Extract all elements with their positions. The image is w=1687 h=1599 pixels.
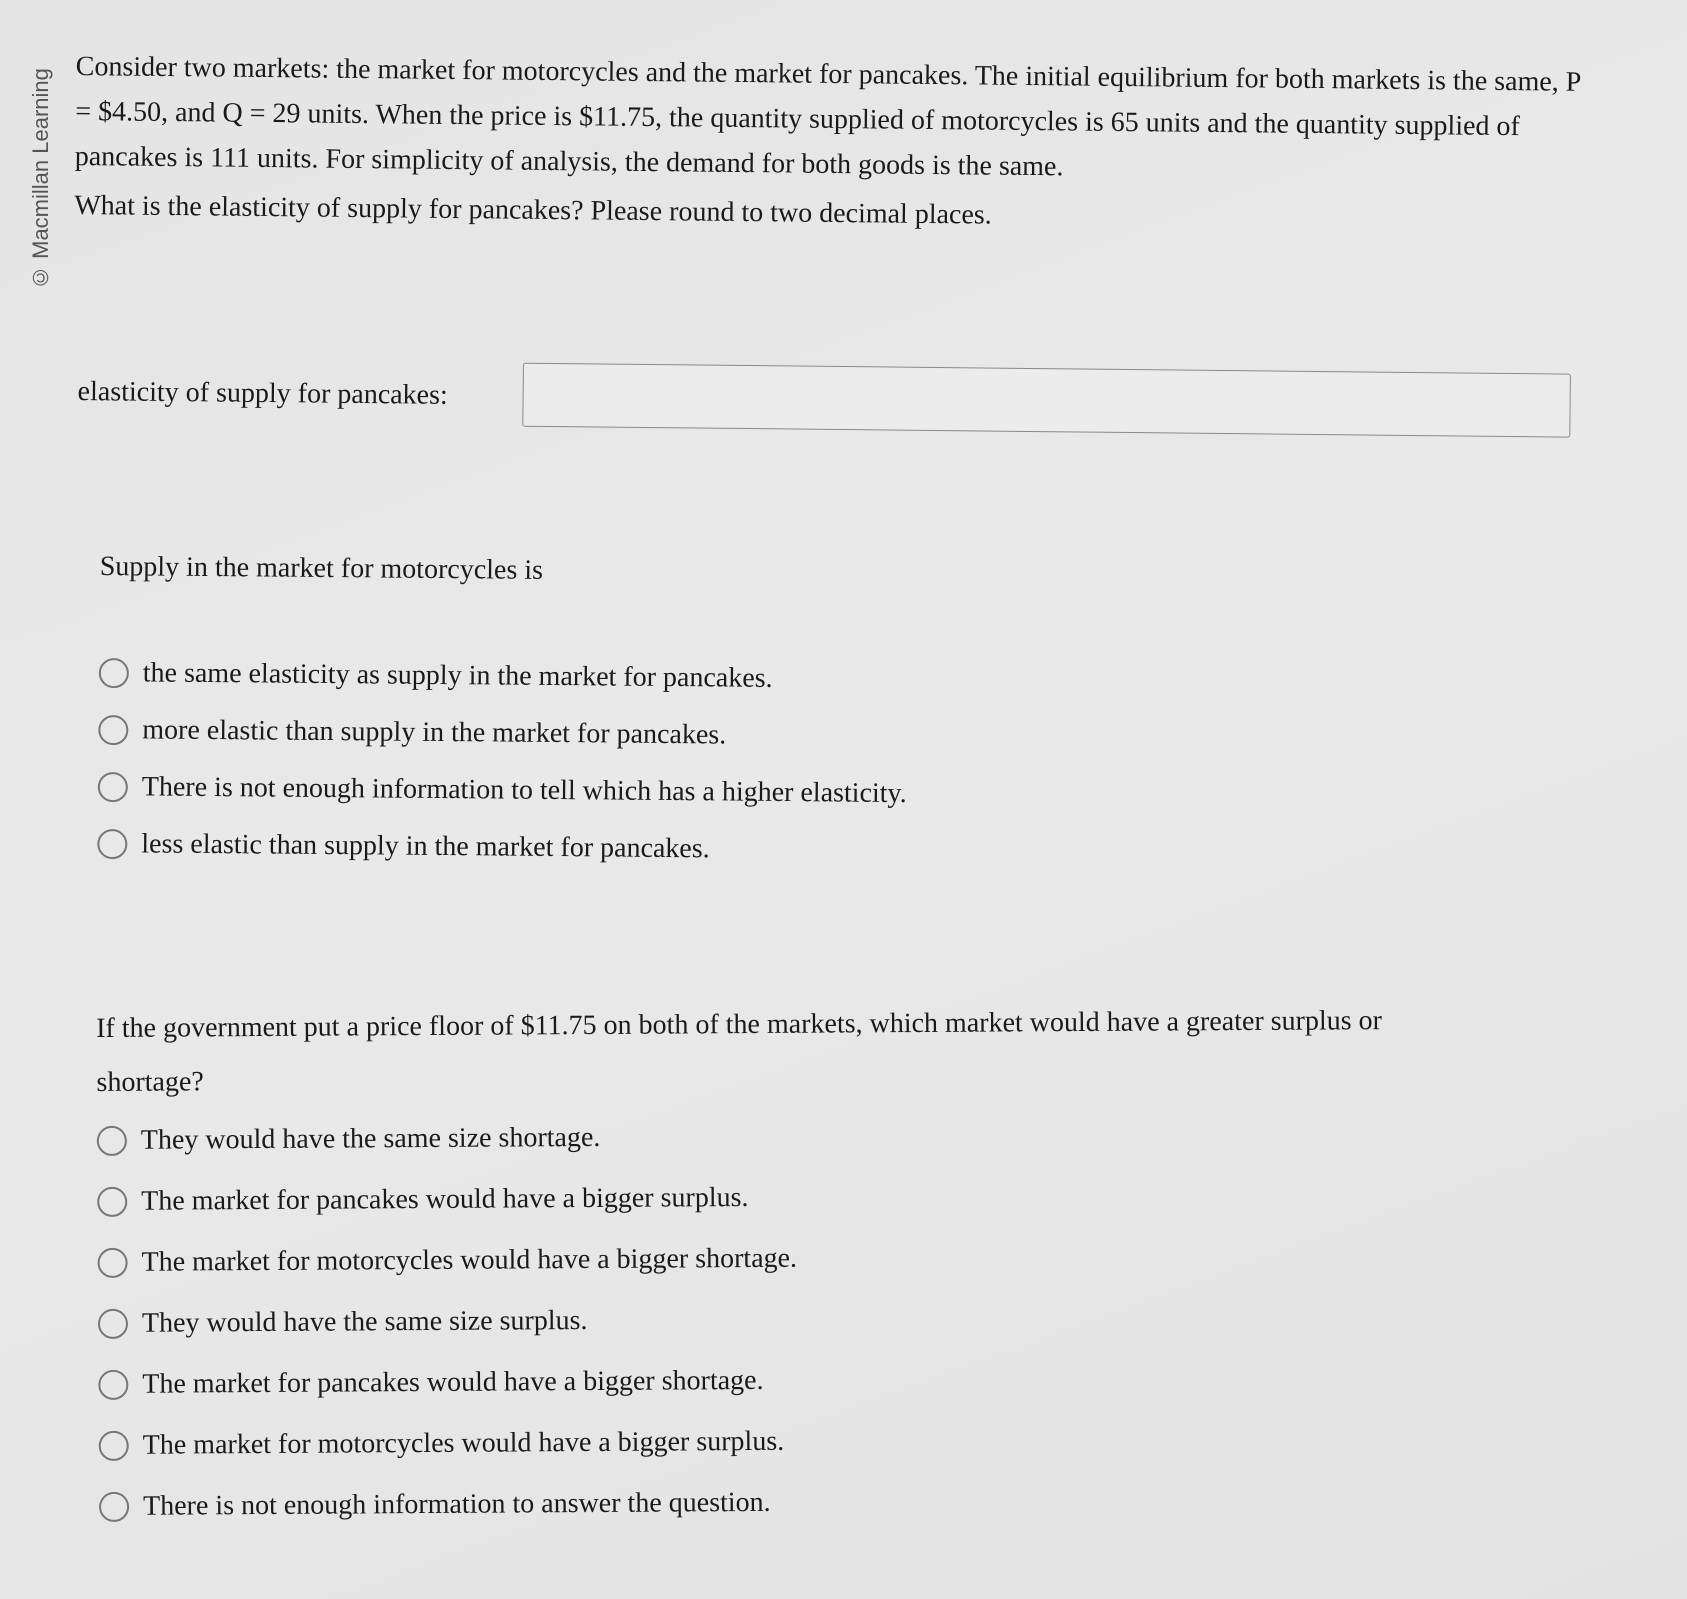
elasticity-input[interactable] <box>522 363 1571 438</box>
supply-options <box>97 644 1199 882</box>
option-label: They would have the same size shortage. <box>140 1121 601 1156</box>
price-floor-question-prompt: If the government put a price floor of $11.75 on both of the markets, which market would have a greater surplus or shortage? <box>96 1005 1383 1098</box>
floor-option-pancakes-shortage[interactable] <box>98 1345 1498 1415</box>
supply-question <box>97 540 1200 882</box>
radio-button[interactable] <box>98 1369 128 1399</box>
radio-button[interactable] <box>99 1430 129 1460</box>
supply-option-not-enough-info[interactable] <box>98 758 1198 825</box>
elasticity-input-label: elasticity of supply for pancakes: <box>77 375 448 411</box>
question-ask: What is the elasticity of supply for pancakes? Please round to two decimal places. <box>74 189 992 231</box>
floor-option-same-shortage[interactable] <box>97 1101 1497 1171</box>
supply-option-more-elastic[interactable] <box>98 701 1198 768</box>
option-label: the same elasticity as supply in the market for pancakes. <box>142 656 773 694</box>
radio-button[interactable] <box>99 657 129 687</box>
price-floor-options <box>97 1101 1500 1537</box>
floor-option-not-enough-info[interactable] <box>99 1467 1499 1537</box>
elasticity-answer-row <box>77 358 1578 464</box>
question-intro: Consider two markets: the market for motorcycles and the market for pancakes. The initial equilibrium for both markets is the same, P = $4.50, and Q = 29 units. When the price is $11.75, the quantity supplied of motorcycles is 65 units and the quantity supplied of pancakes is 111 units. For simplicity of analysis, the demand for both goods is the same. <box>74 50 1581 183</box>
copyright-watermark: © Macmillan Learning <box>28 68 53 290</box>
price-floor-question <box>96 993 1499 1537</box>
option-label: There is not enough information to answer the question. <box>142 1486 771 1522</box>
floor-option-motorcycles-surplus[interactable] <box>99 1406 1499 1476</box>
option-label: The market for pancakes would have a bigger shortage. <box>142 1364 764 1400</box>
option-label: They would have the same size surplus. <box>141 1304 588 1339</box>
option-label: more elastic than supply in the market for pancakes. <box>142 713 727 750</box>
supply-option-less-elastic[interactable] <box>97 815 1197 882</box>
option-label: The market for pancakes would have a bigger surplus. <box>141 1181 749 1217</box>
question-text <box>74 44 1586 244</box>
option-label: The market for motorcycles would have a bigger surplus. <box>142 1425 785 1461</box>
radio-button[interactable] <box>97 1247 127 1277</box>
radio-button[interactable] <box>97 1186 127 1216</box>
radio-button[interactable] <box>97 828 127 858</box>
radio-button[interactable] <box>97 1125 127 1155</box>
floor-option-motorcycles-shortage[interactable] <box>97 1223 1497 1293</box>
radio-button[interactable] <box>98 714 128 744</box>
radio-button[interactable] <box>99 1491 129 1521</box>
radio-button[interactable] <box>98 1308 128 1338</box>
floor-option-same-surplus[interactable] <box>98 1284 1498 1354</box>
floor-option-pancakes-surplus[interactable] <box>97 1162 1497 1232</box>
option-label: less elastic than supply in the market for pancakes. <box>141 827 710 864</box>
supply-question-prompt: Supply in the market for motorcycles is <box>99 550 544 586</box>
supply-option-same[interactable] <box>99 644 1199 711</box>
option-label: The market for motorcycles would have a bigger shortage. <box>141 1242 798 1278</box>
radio-button[interactable] <box>98 771 128 801</box>
option-label: There is not enough information to tell which has a higher elasticity. <box>141 770 907 809</box>
